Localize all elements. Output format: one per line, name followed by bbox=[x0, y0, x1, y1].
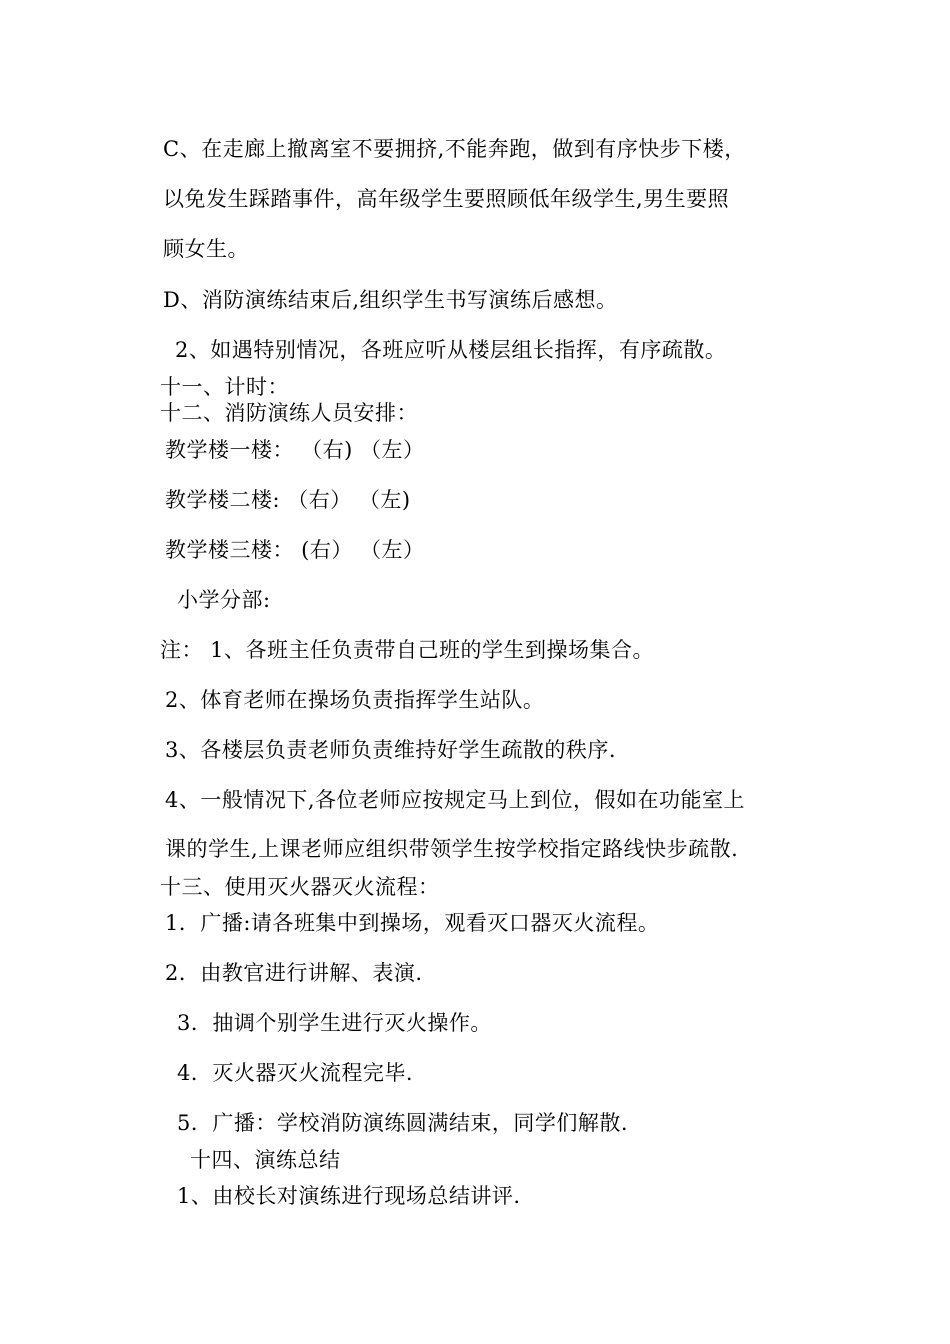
section-14-heading: 十四、演练总结 bbox=[190, 1148, 341, 1172]
section-11-heading: 十一、计时： bbox=[160, 375, 289, 399]
note-item-1: 注： 1、各班主任负责带自己班的学生到操场集合。 bbox=[160, 638, 655, 662]
primary-branch-label: 小学分部: bbox=[177, 588, 271, 612]
extinguisher-step-5: 5．广播：学校消防演练圆满结束，同学们解散. bbox=[177, 1111, 629, 1135]
extinguisher-step-2: 2．由教官进行讲解、表演. bbox=[165, 961, 423, 985]
note-item-4-line-1: 4、一般情况下,各位老师应按规定马上到位，假如在功能室上 bbox=[165, 788, 746, 812]
note-item-4-line-2: 课的学生,上课老师应组织带领学生按学校指定路线快步疏散. bbox=[165, 837, 739, 861]
summary-item-1: 1、由校长对演练进行现场总结讲评. bbox=[177, 1184, 521, 1208]
section-13-heading: 十三、使用灭火器灭火流程： bbox=[160, 875, 440, 899]
extinguisher-step-4: 4．灭火器灭火流程完毕. bbox=[177, 1061, 414, 1085]
paragraph-c-line-1: C、在走廊上撤离室不要拥挤,不能奔跑，做到有序快步下楼， bbox=[163, 137, 746, 161]
extinguisher-step-3: 3．抽调个别学生进行灭火操作。 bbox=[177, 1011, 492, 1035]
building-floor-1: 教学楼一楼： （右) （左） bbox=[165, 438, 425, 462]
note-item-3: 3、各楼层负责老师负责维持好学生疏散的秩序. bbox=[165, 738, 617, 762]
paragraph-c-line-3: 顾女生。 bbox=[163, 237, 249, 261]
building-floor-2: 教学楼二楼: （右） （左) bbox=[165, 488, 411, 512]
section-12-heading: 十二、消防演练人员安排： bbox=[160, 401, 418, 425]
paragraph-d: D、消防演练结束后,组织学生书写演练后感想。 bbox=[163, 288, 618, 312]
item-special-situation: 2、如遇特别情况，各班应听从楼层组长指挥，有序疏散。 bbox=[175, 338, 727, 362]
building-floor-3: 教学楼三楼： (右） （左） bbox=[165, 538, 425, 562]
paragraph-c-line-2: 以免发生踩踏事件，高年级学生要照顾低年级学生,男生要照 bbox=[163, 187, 730, 211]
extinguisher-step-1: 1．广播:请各班集中到操场，观看灭口器灭火流程。 bbox=[165, 911, 660, 935]
note-item-2: 2、体育老师在操场负责指挥学生站队。 bbox=[165, 688, 545, 712]
